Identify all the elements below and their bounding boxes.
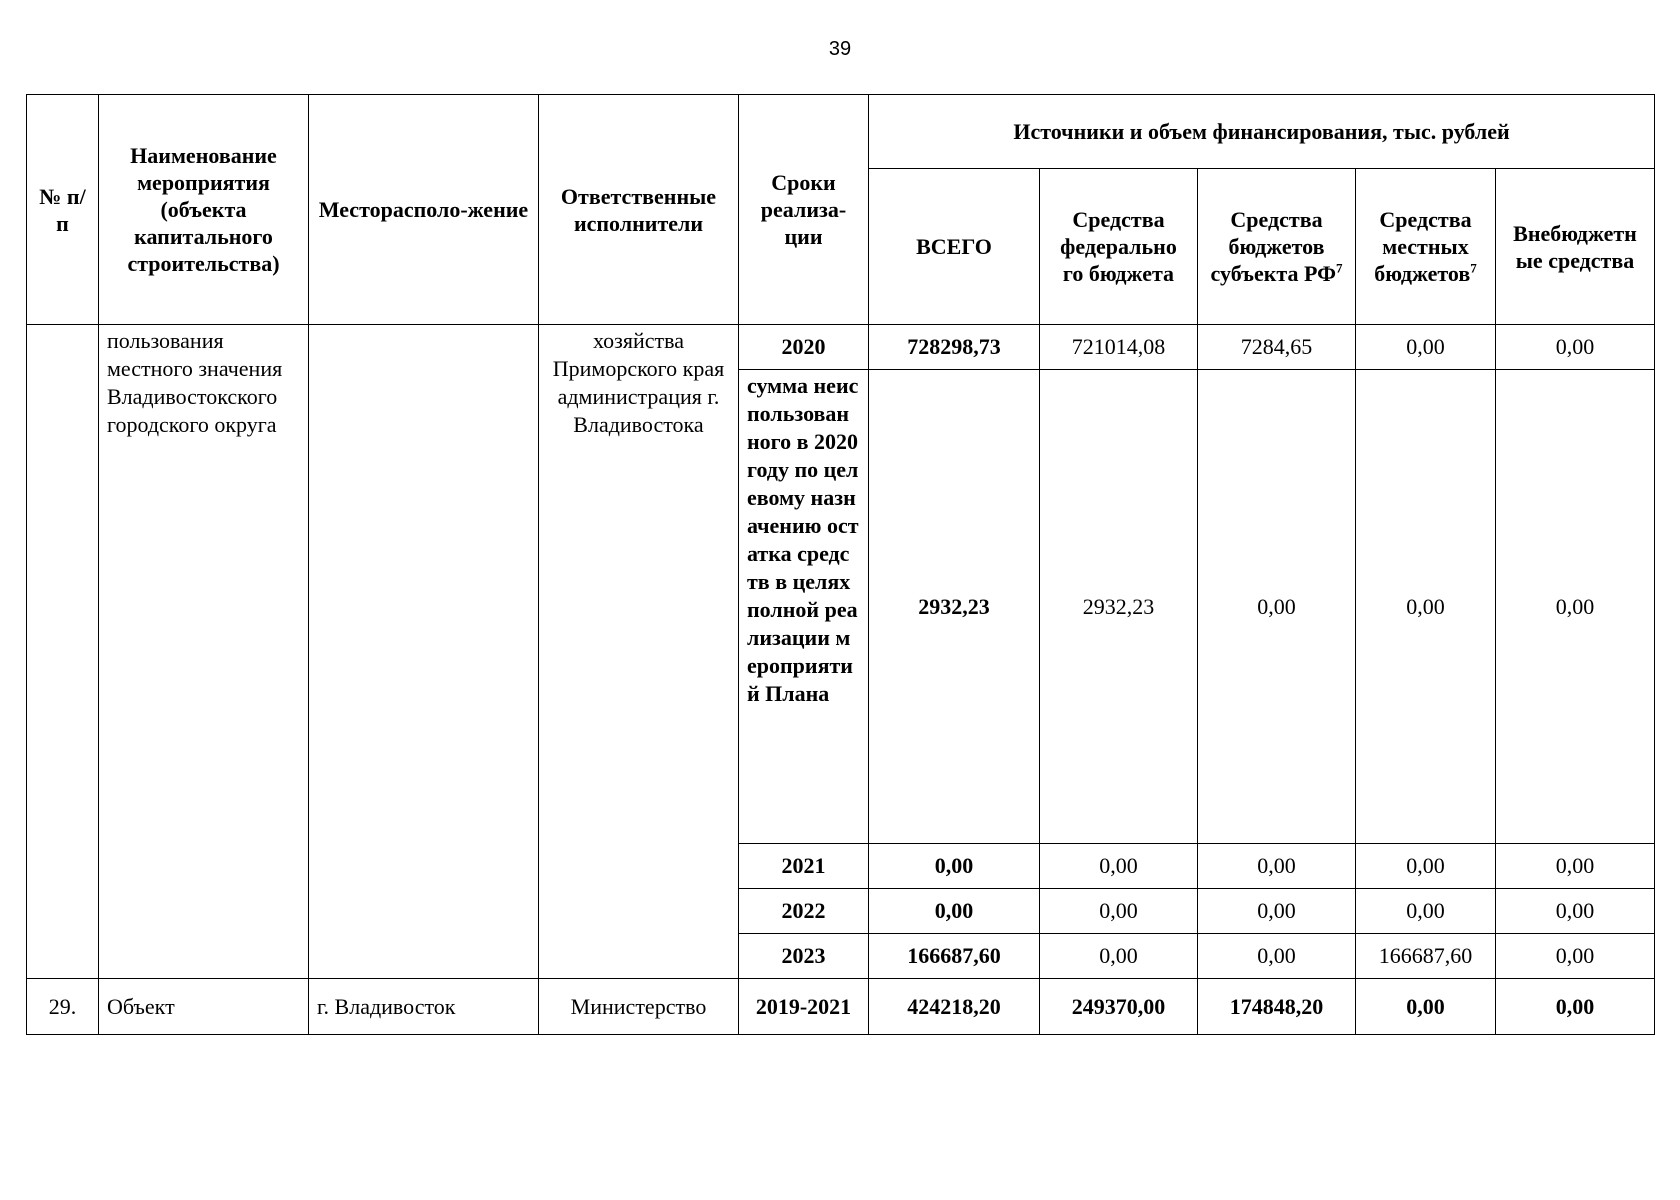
table-row-29 bbox=[27, 979, 1655, 1035]
total-cell: 728298,73 bbox=[869, 325, 1040, 370]
period-cell: 2021 bbox=[739, 844, 869, 889]
row-cont-num bbox=[27, 325, 99, 979]
subject-cell: 0,00 bbox=[1198, 934, 1356, 979]
period-cell: 2023 bbox=[739, 934, 869, 979]
total-cell: 0,00 bbox=[869, 889, 1040, 934]
local-cell: 0,00 bbox=[1356, 844, 1496, 889]
local-cell: 0,00 bbox=[1356, 325, 1496, 370]
extra-cell: 0,00 bbox=[1496, 889, 1655, 934]
row-29-total: 424218,20 bbox=[869, 979, 1040, 1035]
local-cell: 0,00 bbox=[1356, 370, 1496, 844]
header-name: Наименование мероприятия (объекта капитального строительства) bbox=[99, 95, 309, 325]
federal-cell: 721014,08 bbox=[1040, 325, 1198, 370]
row-cont-name: пользования местного значения Владивостокского городского округа bbox=[99, 325, 309, 979]
row-29-federal: 249370,00 bbox=[1040, 979, 1198, 1035]
subject-cell: 0,00 bbox=[1198, 889, 1356, 934]
table-row bbox=[27, 325, 1655, 370]
header-row-1 bbox=[27, 95, 1655, 169]
period-note-cell: сумма неиспользованного в 2020 году по целевому назначению остатка средств в целях полной реализации мероприятий Плана bbox=[739, 370, 869, 844]
federal-cell: 0,00 bbox=[1040, 844, 1198, 889]
header-location: Месторасполо-жение bbox=[309, 95, 539, 325]
subject-cell: 0,00 bbox=[1198, 370, 1356, 844]
row-29-extra: 0,00 bbox=[1496, 979, 1655, 1035]
financing-table bbox=[26, 94, 1655, 1035]
header-responsible: Ответственные исполнители bbox=[539, 95, 739, 325]
federal-cell: 0,00 bbox=[1040, 934, 1198, 979]
header-funding-group: Источники и объем финансирования, тыс. рублей bbox=[869, 95, 1655, 169]
header-local: Средства местных бюджетов$^7$ bbox=[1356, 169, 1496, 325]
row-29-subject: 174848,20 bbox=[1198, 979, 1356, 1035]
header-terms: Сроки реализа-ции bbox=[739, 95, 869, 325]
federal-cell: 2932,23 bbox=[1040, 370, 1198, 844]
period-cell: 2020 bbox=[739, 325, 869, 370]
federal-cell: 0,00 bbox=[1040, 889, 1198, 934]
total-cell: 2932,23 bbox=[869, 370, 1040, 844]
header-subject: Средства бюджетов субъекта $РФ^7$ bbox=[1198, 169, 1356, 325]
row-cont-responsible: хозяйства Приморского края администрация г. Владивостока bbox=[539, 325, 739, 979]
row-29-local: 0,00 bbox=[1356, 979, 1496, 1035]
extra-cell: 0,00 bbox=[1496, 370, 1655, 844]
row-29-name: Объект bbox=[99, 979, 309, 1035]
extra-cell: 0,00 bbox=[1496, 934, 1655, 979]
extra-cell: 0,00 bbox=[1496, 325, 1655, 370]
row-29-responsible: Министерство bbox=[539, 979, 739, 1035]
subject-cell: 0,00 bbox=[1198, 844, 1356, 889]
local-cell: 0,00 bbox=[1356, 889, 1496, 934]
header-total: ВСЕГО bbox=[869, 169, 1040, 325]
local-cell: 166687,60 bbox=[1356, 934, 1496, 979]
subject-cell: 7284,65 bbox=[1198, 325, 1356, 370]
page-number: 39 bbox=[828, 38, 852, 60]
period-cell: 2022 bbox=[739, 889, 869, 934]
total-cell: 0,00 bbox=[869, 844, 1040, 889]
total-cell: 166687,60 bbox=[869, 934, 1040, 979]
header-federal: Средства федерально го бюджета bbox=[1040, 169, 1198, 325]
header-extra: Внебюджетн ые средства bbox=[1496, 169, 1655, 325]
extra-cell: 0,00 bbox=[1496, 844, 1655, 889]
header-num: № п/п bbox=[27, 95, 99, 325]
row-29-num: 29. bbox=[27, 979, 99, 1035]
row-29-location: г. Владивосток bbox=[309, 979, 539, 1035]
row-cont-location bbox=[309, 325, 539, 979]
row-29-period: 2019-2021 bbox=[739, 979, 869, 1035]
